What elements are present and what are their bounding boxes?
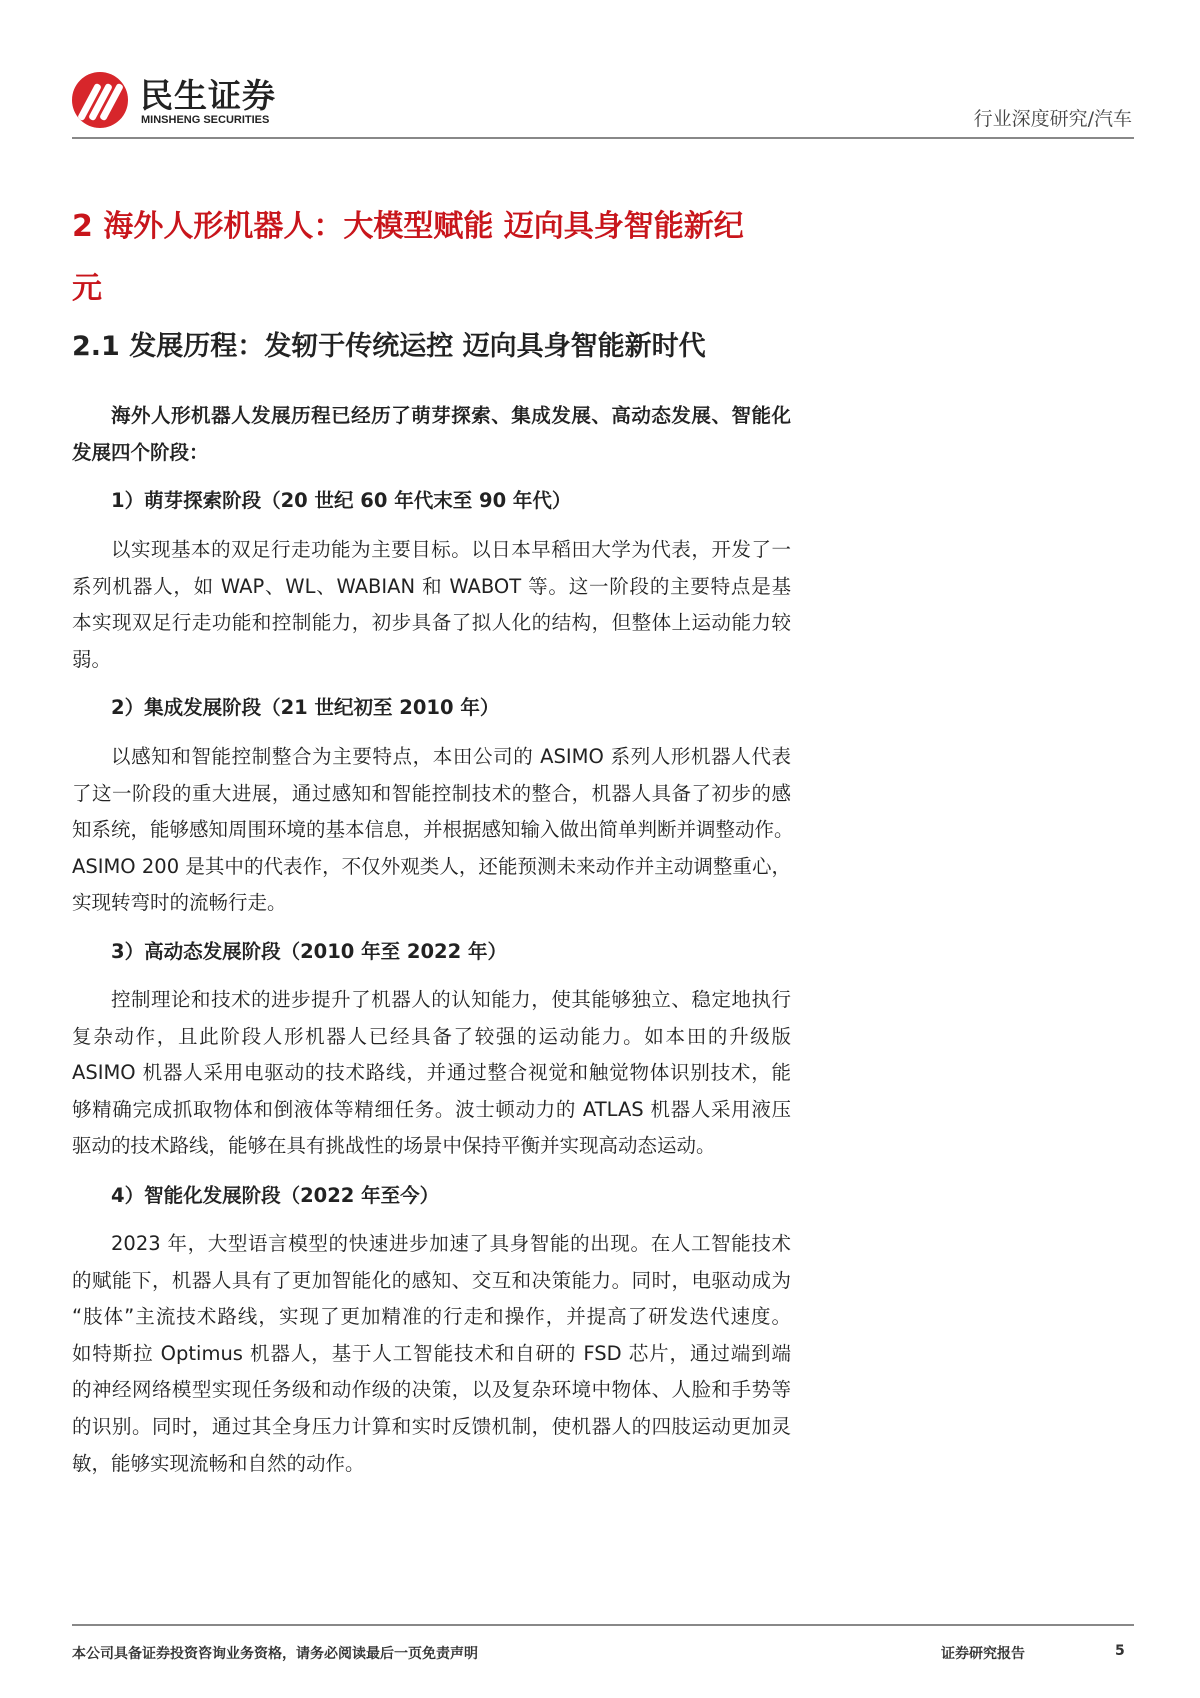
- stage-paragraph: [72, 982, 791, 1165]
- company-logo: [72, 70, 292, 132]
- text-line: 以感知和智能控制整合为主要特点，本田公司的 ASIMO 系列人形机器人代表: [111, 745, 791, 768]
- text-line: 实现转弯时的流畅行走。: [72, 891, 287, 915]
- stage-heading: 1）萌芽探索阶段（20 世纪 60 年代末至 90 年代）: [111, 489, 572, 512]
- text-line: 的赋能下，机器人具有了更加智能化的感知、交互和决策能力。同时，电驱动成为: [72, 1268, 791, 1292]
- text-line: 本实现双足行走功能和控制能力，初步具备了拟人化的结构，但整体上运动能力较: [72, 611, 791, 635]
- footer-disclaimer: 本公司具备证券投资咨询业务资格，请务必阅读最后一页免责声明: [72, 1646, 478, 1662]
- text-line: 了这一阶段的重大进展，通过感知和智能控制技术的整合，机器人具备了初步的感: [72, 781, 791, 805]
- text-line: 够精确完成抓取物体和倒液体等精细任务。波士顿动力的 ATLAS 机器人采用液压: [72, 1097, 791, 1121]
- chapter-title: [72, 196, 812, 320]
- header-divider: [72, 137, 1134, 139]
- logo-mark-icon: [72, 72, 128, 128]
- text-line: 弱。: [72, 647, 112, 671]
- text-line: 以实现基本的双足行走功能为主要目标。以日本早稻田大学为代表，开发了一: [111, 538, 791, 561]
- chapter-title-line: 2 海外人形机器人：大模型赋能 迈向具身智能新纪: [72, 209, 744, 244]
- text-line: 的神经网络模型实现任务级和动作级的决策，以及复杂环境中物体、人脸和手势等: [72, 1378, 791, 1402]
- stage-heading: 2）集成发展阶段（21 世纪初至 2010 年）: [111, 696, 500, 719]
- page-number: 5: [1115, 1643, 1125, 1659]
- text-line: 复杂动作，且此阶段人形机器人已经具备了较强的运动能力。如本田的升级版: [72, 1024, 791, 1048]
- stage-heading: 3）高动态发展阶段（2010 年至 2022 年）: [111, 940, 507, 963]
- text-line: ASIMO 200 是其中的代表作，不仅外观类人，还能预测未来动作并主动调整重心，: [72, 854, 791, 878]
- logo-text-en: MINSHENG SECURITIES: [141, 114, 270, 126]
- stage-paragraph: [72, 739, 794, 922]
- text-line: 海外人形机器人发展历程已经历了萌芽探索、集成发展、高动态发展、智能化: [111, 404, 791, 427]
- text-line: ASIMO 机器人采用电驱动的技术路线，并通过整合视觉和触觉物体识别技术，能: [72, 1061, 791, 1085]
- stage-heading: 4）智能化发展阶段（2022 年至今）: [111, 1184, 440, 1207]
- text-line: 系列机器人，如 WAP、WL、WABIAN 和 WABOT 等。这一阶段的主要特点是基: [72, 574, 791, 598]
- stage-paragraph: [72, 1226, 791, 1482]
- report-category: 行业深度研究/汽车: [973, 108, 1132, 130]
- intro-paragraph: [72, 398, 791, 471]
- stage-paragraph: [72, 532, 791, 678]
- text-line: 驱动的技术路线，能够在具有挑战性的场景中保持平衡并实现高动态运动。: [72, 1134, 716, 1158]
- text-line: 2023 年，大型语言模型的快速进步加速了具身智能的出现。在人工智能技术: [111, 1232, 791, 1255]
- footer-divider: [72, 1624, 1134, 1626]
- text-line: 如特斯拉 Optimus 机器人，基于人工智能技术和自研的 FSD 芯片，通过端到端: [72, 1341, 791, 1365]
- text-line: 控制理论和技术的进步提升了机器人的认知能力，使其能够独立、稳定地执行: [111, 988, 791, 1011]
- footer-report-type: 证券研究报告: [941, 1646, 1025, 1662]
- text-line: 知系统，能够感知周围环境的基本信息，并根据感知输入做出简单判断并调整动作。: [72, 818, 794, 842]
- section-heading: 2.1 发展历程：发轫于传统运控 迈向具身智能新时代: [72, 331, 706, 362]
- text-line: 的识别。同时，通过其全身压力计算和实时反馈机制，使机器人的四肢运动更加灵: [72, 1414, 791, 1438]
- chapter-title-line: 元: [72, 271, 102, 306]
- text-line: “肢体”主流技术路线，实现了更加精准的行走和操作，并提高了研发迭代速度。: [72, 1305, 791, 1329]
- logo-text-cn: 民生证券: [140, 76, 276, 115]
- text-line: 敏，能够实现流畅和自然的动作。: [72, 1451, 365, 1475]
- text-line: 发展四个阶段：: [72, 440, 209, 464]
